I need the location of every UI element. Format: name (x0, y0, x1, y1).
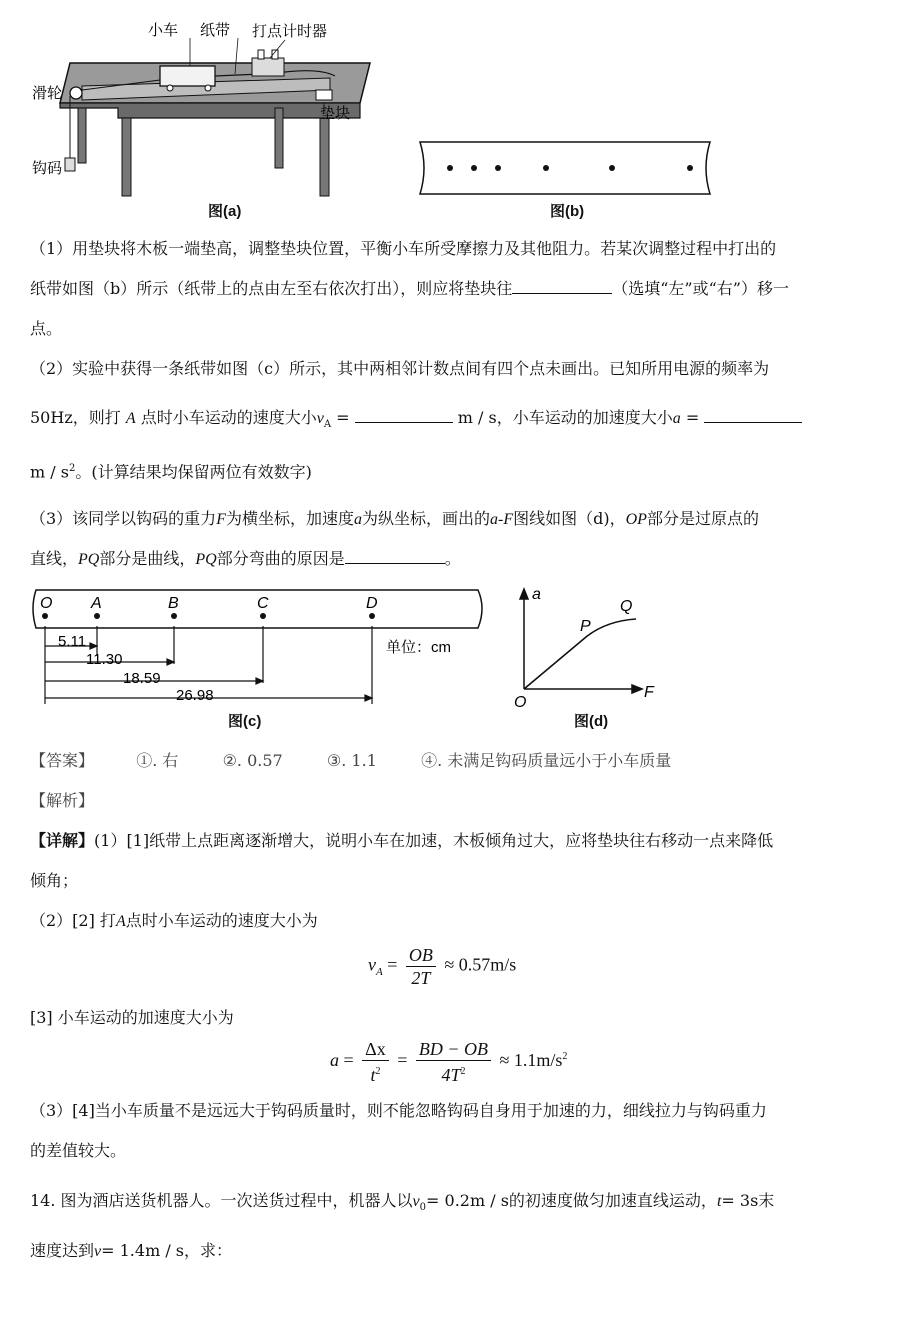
equation-velocity: $v_A$ = $\frac{OB}{2T}$ ≈ 0.57m/s (368, 945, 517, 988)
answer-blank-4[interactable] (345, 549, 445, 564)
origin-label: O (514, 694, 527, 710)
caption-fig-a: 图(a) (208, 203, 242, 220)
analysis-label: 【解析】 (30, 791, 95, 810)
point-label-D: D (366, 595, 378, 612)
detail-line1: 【详解】(1）[1]纸带上点距离逐渐增大，说明小车在加速，木板倾角过大，应将垫块往右移动一点来降低 (30, 831, 774, 850)
hook-weight (65, 158, 75, 171)
label-car: 小车 (148, 22, 179, 39)
tape-point-B (171, 613, 177, 619)
tape-point-A (94, 613, 100, 619)
detail-line6: 的差值较大。 (30, 1141, 127, 1160)
answer-label: 【答案】 (30, 751, 95, 770)
answer-blank-1[interactable] (512, 279, 612, 294)
pulley (70, 87, 82, 99)
answer-item-3: ③. 1.1 (326, 751, 377, 770)
table-leg (78, 108, 86, 163)
cart (160, 66, 215, 86)
answer-blank-2[interactable] (355, 408, 453, 423)
q2-line1: （2）实验中获得一条纸带如图（c）所示，其中两相邻计数点间有四个点未画出。已知所用电源的频率为 (30, 359, 770, 378)
q1-line3: 点。 (30, 319, 63, 338)
q2-line2: 50Hz，则打 A 点时小车运动的速度大小$v_A = m / s$，小车运动的加速度大小a = (30, 407, 802, 436)
q2-line3: m / $s^2$。(计算结果均保留两位有效数字) (30, 462, 312, 482)
label-tape: 纸带 (200, 22, 231, 39)
caption-fig-d: 图(d) (574, 713, 609, 730)
detail-line2: 倾角； (30, 871, 79, 890)
distance-OD: 26.98 (176, 687, 214, 704)
point-label-O: O (40, 595, 53, 612)
answer-item-2: ②. 0.57 (222, 751, 283, 770)
tape-dot (609, 165, 615, 171)
label-timer: 打点计时器 (252, 23, 328, 40)
tape-dot (543, 165, 549, 171)
unit-label: 单位：cm (386, 639, 451, 656)
timer-device (252, 58, 284, 76)
q1-line1: （1）用垫块将木板一端垫高，调整垫块位置，平衡小车所受摩擦力及其他阻力。若某次调整过程中打出的 (30, 239, 777, 258)
tape-point-O (42, 613, 48, 619)
figure-a-apparatus (30, 8, 380, 223)
axis-label-F: F (644, 684, 654, 701)
distance-OA: 5.11 (58, 633, 87, 650)
tape-dot (687, 165, 693, 171)
distance-OB: 11.30 (86, 651, 123, 668)
q3-line2: 直线，PQ部分是曲线，PQ部分弯曲的原因是 。 (30, 549, 461, 568)
figure-b-tape (410, 138, 720, 200)
caption-fig-b: 图(b) (550, 203, 585, 220)
detail-line5: （3）[4]当小车质量不是远远大于钩码质量时，则不能忽略钩码自身用于加速的力，细线拉力与钩码重力 (30, 1101, 767, 1120)
q14-line2: 速度达到v= 1.4m / s，求： (30, 1241, 233, 1260)
equation-acceleration: a = $\frac{\Delta x}{t^2}$ = $\frac{BD - OB}{4T^2}$ ≈ $1.1m/s^2$ (330, 1039, 568, 1085)
figure-d-graph (508, 585, 668, 710)
label-pulley: 滑轮 (32, 85, 63, 102)
answer-item-1: ①. 右 (136, 751, 179, 770)
caption-fig-c: 图(c) (228, 713, 262, 730)
detail-line3: （2）[2] 打A点时小车运动的速度大小为 (30, 911, 318, 930)
point-label-P: P (580, 618, 591, 635)
detail-line4: [3] 小车运动的加速度大小为 (30, 1008, 234, 1027)
tape-dot (471, 165, 477, 171)
answer-row (30, 750, 671, 772)
distance-OC: 18.59 (123, 670, 161, 687)
table-leg (320, 118, 329, 196)
wedge-block (316, 90, 332, 100)
point-label-B: B (168, 595, 179, 612)
point-label-A: A (91, 595, 102, 612)
q14-line1: 14. 图为酒店送货机器人。一次送货过程中，机器人以$v_0= 0.2m / s$的初速度做匀加速直线运动，t= 3s末 (30, 1191, 775, 1214)
table-edge (60, 103, 360, 118)
answer-item-4: ④. 未满足钩码质量远小于小车质量 (421, 751, 672, 770)
q3-line1: （3）该同学以钩码的重力F为横坐标，加速度a为纵坐标，画出的a-F图线如图（d)，OP部分是过原点的 (30, 509, 759, 528)
tape-point-D (369, 613, 375, 619)
tape-dot (495, 165, 501, 171)
q1-line2: 纸带如图（b）所示（纸带上的点由左至右依次打出），则应将垫块往 （选填“左”或“右”）移一 (30, 279, 789, 298)
label-block: 垫块 (320, 105, 351, 122)
label-weight: 钩码 (32, 160, 63, 177)
figure-c-tape (28, 586, 498, 711)
answer-blank-3[interactable] (704, 408, 802, 423)
table-leg (122, 118, 131, 196)
table-leg (275, 108, 283, 168)
tape-dot (447, 165, 453, 171)
point-label-C: C (257, 595, 269, 612)
axis-label-a: a (532, 586, 541, 603)
point-label-Q: Q (620, 598, 633, 615)
tape-point-C (260, 613, 266, 619)
